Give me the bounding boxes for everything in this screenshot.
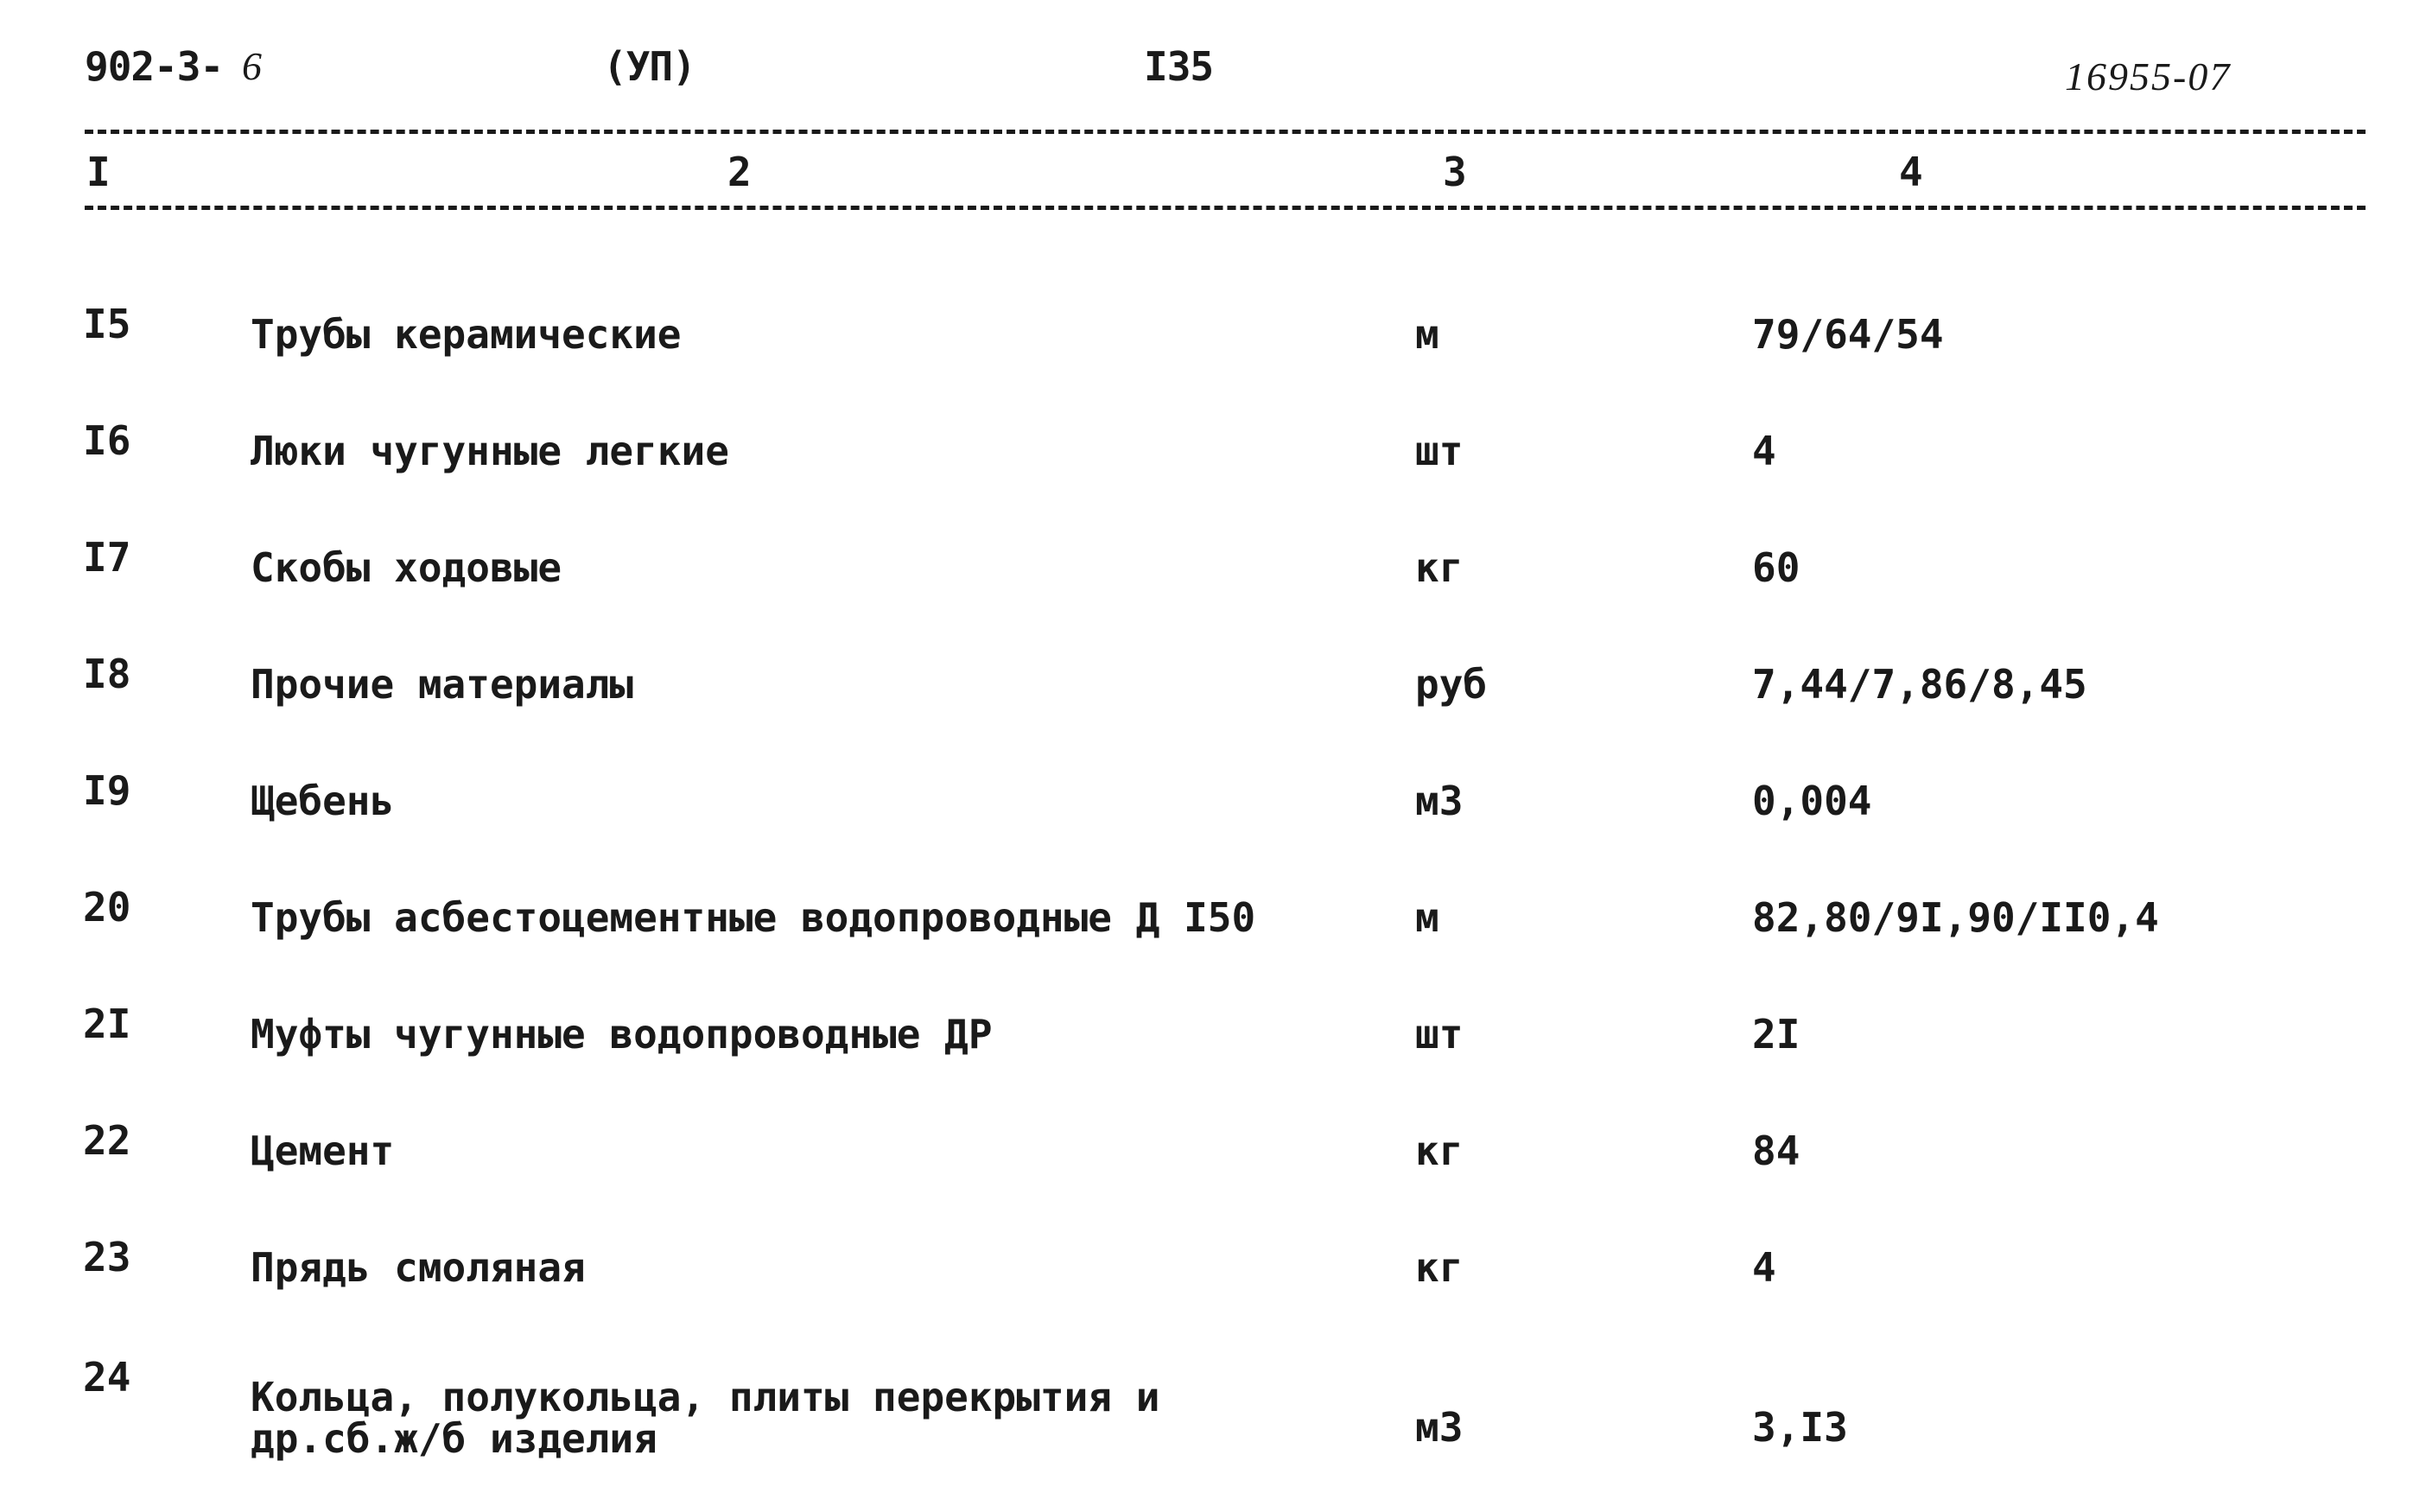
project-code-suffix: 6 — [242, 44, 261, 88]
archive-number: 16955-07 — [2065, 54, 2232, 98]
quantity: 4 — [1752, 428, 1776, 474]
material-name: Щебень — [251, 778, 395, 824]
unit: м3 — [1415, 1404, 1464, 1451]
unit: кг — [1415, 544, 1464, 591]
column-number-2: 2 — [727, 149, 752, 195]
quantity: 3,I3 — [1752, 1404, 1848, 1451]
unit: кг — [1415, 1128, 1464, 1174]
page-number: I35 — [1144, 43, 1214, 90]
unit: шт — [1415, 1011, 1464, 1058]
quantity: 0,004 — [1752, 778, 1872, 824]
unit: м3 — [1415, 778, 1464, 824]
project-code: 902-3- — [85, 43, 224, 90]
row-number: 2I — [83, 1001, 131, 1047]
quantity: 84 — [1752, 1128, 1800, 1174]
row-number: 23 — [83, 1234, 131, 1280]
material-name: Цемент — [251, 1128, 395, 1174]
table-header-rule — [85, 206, 2366, 210]
column-number-3: 3 — [1443, 149, 1467, 195]
unit: руб — [1415, 661, 1488, 708]
column-number-1: I — [86, 149, 111, 195]
unit: кг — [1415, 1244, 1464, 1291]
row-number: I5 — [83, 301, 131, 347]
table-top-rule — [85, 130, 2366, 134]
quantity: 2I — [1752, 1011, 1800, 1058]
column-number-4: 4 — [1899, 149, 1923, 195]
row-number: I6 — [83, 417, 131, 464]
material-name: Скобы ходовые — [251, 544, 562, 591]
row-number: I8 — [83, 651, 131, 697]
unit: м — [1415, 894, 1439, 941]
row-number: I9 — [83, 767, 131, 814]
quantity: 60 — [1752, 544, 1800, 591]
material-name: Прочие материалы — [251, 661, 634, 708]
row-number: 22 — [83, 1117, 131, 1164]
quantity: 79/64/54 — [1752, 311, 1944, 358]
row-number: 24 — [83, 1354, 131, 1401]
unit: м — [1415, 311, 1439, 358]
unit: шт — [1415, 428, 1464, 474]
row-number: I7 — [83, 534, 131, 581]
material-name: Прядь смоляная — [251, 1244, 586, 1291]
material-name: Кольца, полукольца, плиты перекрытия и др.сб.ж/б изделия — [251, 1374, 1160, 1462]
material-name: Трубы керамические — [251, 311, 682, 358]
series-label: (УП) — [603, 43, 695, 90]
material-name: Муфты чугунные водопроводные ДР — [251, 1011, 993, 1058]
quantity: 82,80/9I,90/II0,4 — [1752, 894, 2159, 941]
material-name: Люки чугунные легкие — [251, 428, 729, 474]
quantity: 7,44/7,86/8,45 — [1752, 661, 2087, 708]
row-number: 20 — [83, 884, 131, 931]
quantity: 4 — [1752, 1244, 1776, 1291]
material-name: Трубы асбестоцементные водопроводные Д I50 — [251, 894, 1256, 941]
